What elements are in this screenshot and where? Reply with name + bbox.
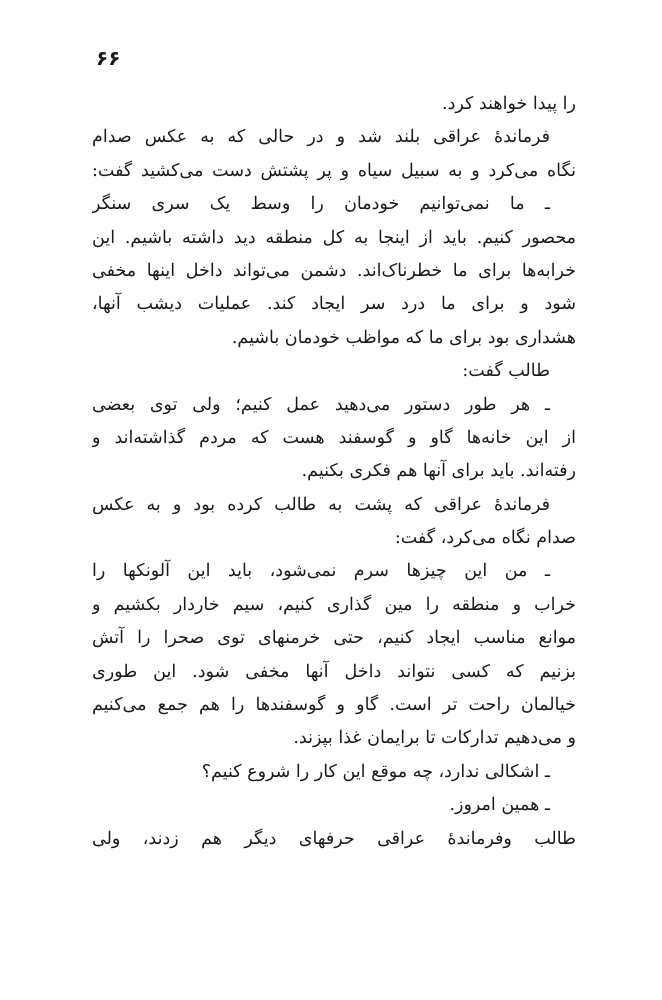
text-line: بزنیم که کسی نتواند داخل آنها مخفی شود. این طوری: [92, 661, 576, 682]
text-line: طالب گفت:: [462, 361, 550, 382]
text-line: طالب وفرماندۀ عراقی حرفهای دیگر هم زدند، ولی: [92, 828, 576, 849]
text-line: ـ هر طور دستور می‌دهید عمل کنیم؛ ولی توی بعضی: [92, 394, 550, 415]
text-line: از این خانه‌ها گاو و گوسفند هست که مردم گذاشته‌اند و: [92, 427, 576, 448]
text-line: خراب و منطقه را مین گذاری کنیم، سیم خاردار بکشیم و: [92, 594, 576, 615]
text-line: خیالمان راحت تر است. گاو و گوسفندها را هم جمع می‌کنیم: [92, 695, 576, 716]
text-line: نگاه می‌کرد و به سبیل سیاه و پر پشتش دست می‌کشید گفت:: [92, 160, 576, 181]
text-line: ـ اشکالی ندارد، چه موقع این کار را شروع کنیم؟: [201, 761, 550, 782]
text-line: شود و برای ما درد سر ایجاد کند. عملیات دیشب آنها،: [92, 294, 576, 315]
text-line: فرماندۀ عراقی بلند شد و در حالی که به عکس صدام: [92, 127, 550, 148]
text-line: خرابه‌ها برای ما خطرناک‌اند. دشمن می‌تواند داخل اینها مخفی: [92, 260, 576, 281]
text-line: ـ همین امروز.: [449, 795, 550, 816]
text-line: محصور کنیم. باید از اینجا به کل منطقه دید داشته باشیم. این: [92, 227, 576, 248]
text-line: هشداری بود برای ما که مواظب خودمان باشیم.: [231, 327, 576, 348]
text-line: رفته‌اند. باید برای آنها هم فکری بکنیم.: [301, 461, 576, 482]
text-line: ـ ما نمی‌توانیم خودمان را وسط یک سری سنگر: [92, 194, 550, 215]
text-line: ـ من این چیزها سرم نمی‌شود، باید این آلونکها را: [92, 561, 550, 582]
text-line: موانع مناسب ایجاد کنیم، حتی خرمنهای توی صحرا را آتش: [92, 628, 576, 649]
body-text: [92, 88, 576, 856]
text-line: فرماندۀ عراقی که پشت به طالب کرده بود و به عکس: [92, 494, 550, 515]
page-number: ۶۶: [96, 46, 121, 70]
text-line: و می‌دهیم تدارکات تا برایمان غذا بپزند.: [293, 728, 576, 749]
text-line: صدام نگاه می‌کرد، گفت:: [394, 528, 576, 549]
text-line: را پیدا خواهند کرد.: [442, 94, 576, 114]
